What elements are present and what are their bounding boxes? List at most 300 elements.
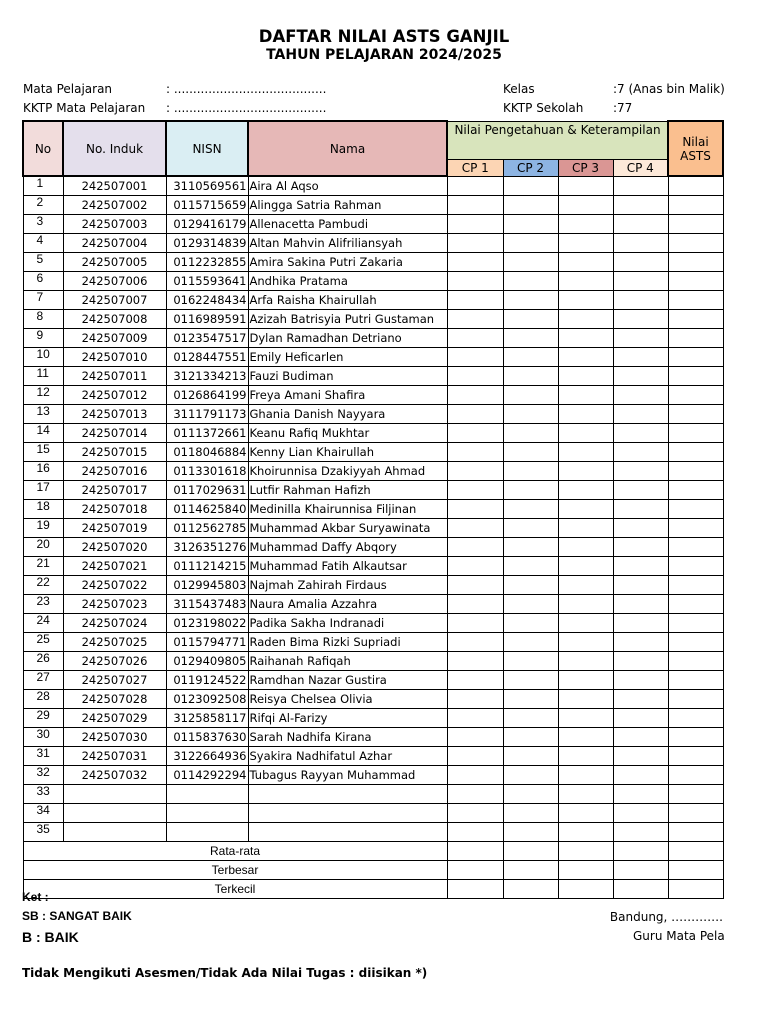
row-nama: Muhammad Daffy Abqory — [248, 538, 447, 557]
row-no: 22 — [23, 576, 63, 595]
row-cp2[interactable] — [503, 519, 558, 538]
row-no-induk: 242507032 — [63, 766, 166, 785]
row-cp4[interactable] — [613, 176, 668, 196]
row-asts[interactable] — [668, 690, 723, 709]
kktp-mapel-value: : ........................................ — [166, 101, 327, 115]
row-cp4[interactable] — [613, 595, 668, 614]
row-cp3[interactable] — [558, 804, 613, 823]
table-row — [23, 272, 723, 291]
row-asts[interactable] — [668, 329, 723, 348]
row-cp4[interactable] — [613, 348, 668, 367]
row-cp1[interactable] — [447, 424, 503, 443]
row-no: 33 — [23, 785, 63, 804]
row-cp4[interactable] — [613, 367, 668, 386]
row-cp1[interactable] — [447, 557, 503, 576]
row-asts[interactable] — [668, 766, 723, 785]
summary-cp4[interactable] — [613, 861, 668, 880]
row-no: 9 — [23, 329, 63, 348]
row-cp3[interactable] — [558, 500, 613, 519]
row-cp2[interactable] — [503, 329, 558, 348]
row-cp3[interactable] — [558, 443, 613, 462]
row-cp4[interactable] — [613, 424, 668, 443]
row-no: 34 — [23, 804, 63, 823]
row-cp2[interactable] — [503, 176, 558, 196]
row-cp4[interactable] — [613, 690, 668, 709]
header-no: No — [23, 121, 63, 176]
row-cp2[interactable] — [503, 671, 558, 690]
table-row — [23, 576, 723, 595]
row-no-induk — [63, 823, 166, 842]
row-cp4[interactable] — [613, 481, 668, 500]
header-cp2: CP 2 — [503, 159, 558, 176]
row-no: 18 — [23, 500, 63, 519]
row-cp2[interactable] — [503, 823, 558, 842]
row-no-induk: 242507019 — [63, 519, 166, 538]
row-asts[interactable] — [668, 405, 723, 424]
row-cp1[interactable] — [447, 234, 503, 253]
row-cp1[interactable] — [447, 747, 503, 766]
row-nama: Dylan Ramadhan Detriano — [248, 329, 447, 348]
row-cp3[interactable] — [558, 671, 613, 690]
row-cp1[interactable] — [447, 633, 503, 652]
row-cp2[interactable] — [503, 690, 558, 709]
row-cp1[interactable] — [447, 443, 503, 462]
row-nisn: 0112562785 — [166, 519, 248, 538]
row-no: 16 — [23, 462, 63, 481]
row-cp4[interactable] — [613, 709, 668, 728]
row-cp4[interactable] — [613, 804, 668, 823]
row-cp4[interactable] — [613, 196, 668, 215]
row-no: 17 — [23, 481, 63, 500]
summary-asts[interactable] — [668, 880, 723, 899]
row-nisn: 0114625840 — [166, 500, 248, 519]
summary-cp3[interactable] — [558, 842, 613, 861]
summary-cp1[interactable] — [447, 861, 503, 880]
row-nama: Reisya Chelsea Olivia — [248, 690, 447, 709]
header-nama: Nama — [248, 121, 447, 176]
row-cp4[interactable] — [613, 728, 668, 747]
summary-asts[interactable] — [668, 861, 723, 880]
table-row — [23, 633, 723, 652]
row-cp4[interactable] — [613, 329, 668, 348]
row-cp1[interactable] — [447, 481, 503, 500]
row-cp3[interactable] — [558, 728, 613, 747]
row-asts[interactable] — [668, 633, 723, 652]
row-cp3[interactable] — [558, 424, 613, 443]
row-nama: Amira Sakina Putri Zakaria — [248, 253, 447, 272]
row-asts[interactable] — [668, 500, 723, 519]
row-no: 11 — [23, 367, 63, 386]
row-cp4[interactable] — [613, 215, 668, 234]
row-cp1[interactable] — [447, 671, 503, 690]
row-no: 20 — [23, 538, 63, 557]
row-asts[interactable] — [668, 424, 723, 443]
row-cp2[interactable] — [503, 614, 558, 633]
kktp-sekolah-value: :77 — [613, 101, 633, 115]
row-cp1[interactable] — [447, 519, 503, 538]
row-nama: Emily Heficarlen — [248, 348, 447, 367]
row-cp3[interactable] — [558, 367, 613, 386]
row-cp4[interactable] — [613, 462, 668, 481]
row-asts[interactable] — [668, 234, 723, 253]
row-cp1[interactable] — [447, 614, 503, 633]
row-nama: Raden Bima Rizki Supriadi — [248, 633, 447, 652]
table-row — [23, 424, 723, 443]
row-cp4[interactable] — [613, 576, 668, 595]
table-row — [23, 348, 723, 367]
row-cp3[interactable] — [558, 557, 613, 576]
summary-cp2[interactable] — [503, 842, 558, 861]
row-cp3[interactable] — [558, 462, 613, 481]
row-cp1[interactable] — [447, 348, 503, 367]
row-cp1[interactable] — [447, 595, 503, 614]
row-cp4[interactable] — [613, 614, 668, 633]
row-asts[interactable] — [668, 728, 723, 747]
row-no-induk — [63, 785, 166, 804]
row-cp1[interactable] — [447, 785, 503, 804]
row-cp2[interactable] — [503, 728, 558, 747]
row-cp4[interactable] — [613, 443, 668, 462]
row-cp2[interactable] — [503, 462, 558, 481]
row-nama — [248, 804, 447, 823]
row-cp4[interactable] — [613, 766, 668, 785]
row-nisn: 3110569561 — [166, 176, 248, 196]
row-cp1[interactable] — [447, 538, 503, 557]
footnote: Tidak Mengikuti Asesmen/Tidak Ada Nilai Tugas : diisikan *) — [22, 966, 428, 980]
row-cp3[interactable] — [558, 652, 613, 671]
row-cp2[interactable] — [503, 310, 558, 329]
row-cp4[interactable] — [613, 310, 668, 329]
row-nisn: 0117029631 — [166, 481, 248, 500]
header-nilai-group: Nilai Pengetahuan & Keterampilan — [447, 121, 668, 159]
row-asts[interactable] — [668, 176, 723, 196]
row-cp3[interactable] — [558, 253, 613, 272]
table-row — [23, 176, 723, 196]
row-nama: Syakira Nadhifatul Azhar — [248, 747, 447, 766]
row-cp2[interactable] — [503, 804, 558, 823]
row-cp1[interactable] — [447, 823, 503, 842]
row-asts[interactable] — [668, 785, 723, 804]
table-row — [23, 500, 723, 519]
summary-cp2[interactable] — [503, 880, 558, 899]
row-cp4[interactable] — [613, 652, 668, 671]
row-cp1[interactable] — [447, 690, 503, 709]
row-nisn: 0162248434 — [166, 291, 248, 310]
row-cp2[interactable] — [503, 405, 558, 424]
row-cp4[interactable] — [613, 386, 668, 405]
row-cp4[interactable] — [613, 272, 668, 291]
row-cp4[interactable] — [613, 500, 668, 519]
row-cp4[interactable] — [613, 785, 668, 804]
row-cp2[interactable] — [503, 500, 558, 519]
row-cp3[interactable] — [558, 310, 613, 329]
header-nisn: NISN — [166, 121, 248, 176]
legend-b: B : BAIK — [22, 929, 79, 945]
row-cp2[interactable] — [503, 633, 558, 652]
row-cp3[interactable] — [558, 766, 613, 785]
row-asts[interactable] — [668, 538, 723, 557]
row-asts[interactable] — [668, 576, 723, 595]
row-cp4[interactable] — [613, 671, 668, 690]
row-cp1[interactable] — [447, 367, 503, 386]
row-cp4[interactable] — [613, 747, 668, 766]
row-asts[interactable] — [668, 310, 723, 329]
row-cp2[interactable] — [503, 196, 558, 215]
summary-cp1[interactable] — [447, 842, 503, 861]
row-cp2[interactable] — [503, 215, 558, 234]
row-no: 32 — [23, 766, 63, 785]
summary-row — [23, 880, 723, 899]
row-cp1[interactable] — [447, 176, 503, 196]
row-cp1[interactable] — [447, 253, 503, 272]
row-cp1[interactable] — [447, 462, 503, 481]
row-nisn: 0123547517 — [166, 329, 248, 348]
row-nisn: 0115593641 — [166, 272, 248, 291]
row-cp4[interactable] — [613, 234, 668, 253]
row-cp3[interactable] — [558, 595, 613, 614]
row-no: 26 — [23, 652, 63, 671]
row-asts[interactable] — [668, 196, 723, 215]
signer-title: Guru Mata Pela — [633, 929, 725, 943]
row-cp3[interactable] — [558, 747, 613, 766]
row-cp1[interactable] — [447, 766, 503, 785]
row-asts[interactable] — [668, 462, 723, 481]
row-cp3[interactable] — [558, 234, 613, 253]
row-cp1[interactable] — [447, 804, 503, 823]
row-cp4[interactable] — [613, 253, 668, 272]
header-cp1: CP 1 — [447, 159, 503, 176]
row-cp3[interactable] — [558, 176, 613, 196]
row-nama: Khoirunnisa Dzakiyyah Ahmad — [248, 462, 447, 481]
row-no-induk: 242507008 — [63, 310, 166, 329]
row-cp2[interactable] — [503, 234, 558, 253]
row-asts[interactable] — [668, 823, 723, 842]
table-row — [23, 443, 723, 462]
row-cp4[interactable] — [613, 519, 668, 538]
row-asts[interactable] — [668, 291, 723, 310]
row-nisn: 0129409805 — [166, 652, 248, 671]
row-nama: Rifqi Al-Farizy — [248, 709, 447, 728]
row-asts[interactable] — [668, 215, 723, 234]
row-nama: Keanu Rafiq Mukhtar — [248, 424, 447, 443]
row-cp2[interactable] — [503, 348, 558, 367]
row-cp1[interactable] — [447, 728, 503, 747]
row-asts[interactable] — [668, 747, 723, 766]
table-row — [23, 709, 723, 728]
row-cp1[interactable] — [447, 405, 503, 424]
row-cp3[interactable] — [558, 291, 613, 310]
row-no: 27 — [23, 671, 63, 690]
row-no: 6 — [23, 272, 63, 291]
summary-cp2[interactable] — [503, 861, 558, 880]
row-nama: Muhammad Akbar Suryawinata — [248, 519, 447, 538]
row-no: 31 — [23, 747, 63, 766]
row-cp2[interactable] — [503, 424, 558, 443]
row-cp2[interactable] — [503, 367, 558, 386]
row-cp3[interactable] — [558, 709, 613, 728]
summary-cp3[interactable] — [558, 880, 613, 899]
row-nisn: 0119124522 — [166, 671, 248, 690]
row-cp2[interactable] — [503, 709, 558, 728]
row-nama: Azizah Batrisyia Putri Gustaman — [248, 310, 447, 329]
row-nama: Najmah Zahirah Firdaus — [248, 576, 447, 595]
row-nisn: 0114292294 — [166, 766, 248, 785]
row-asts[interactable] — [668, 671, 723, 690]
row-cp1[interactable] — [447, 291, 503, 310]
summary-cp4[interactable] — [613, 842, 668, 861]
row-nama: Raihanah Rafiqah — [248, 652, 447, 671]
row-no-induk: 242507003 — [63, 215, 166, 234]
row-asts[interactable] — [668, 557, 723, 576]
mapel-label: Mata Pelajaran — [23, 82, 113, 96]
row-cp3[interactable] — [558, 519, 613, 538]
row-no-induk: 242507013 — [63, 405, 166, 424]
row-no-induk — [63, 804, 166, 823]
row-cp2[interactable] — [503, 595, 558, 614]
row-no: 28 — [23, 690, 63, 709]
row-cp3[interactable] — [558, 690, 613, 709]
row-cp1[interactable] — [447, 709, 503, 728]
table-row — [23, 386, 723, 405]
row-nama: Alingga Satria Rahman — [248, 196, 447, 215]
row-cp1[interactable] — [447, 215, 503, 234]
row-cp2[interactable] — [503, 538, 558, 557]
row-cp4[interactable] — [613, 557, 668, 576]
table-row — [23, 215, 723, 234]
row-cp3[interactable] — [558, 481, 613, 500]
ket-label: Ket : — [22, 890, 49, 904]
row-cp3[interactable] — [558, 386, 613, 405]
row-cp2[interactable] — [503, 557, 558, 576]
row-no: 23 — [23, 595, 63, 614]
row-asts[interactable] — [668, 481, 723, 500]
row-cp3[interactable] — [558, 785, 613, 804]
row-no-induk: 242507010 — [63, 348, 166, 367]
table-row — [23, 671, 723, 690]
row-cp1[interactable] — [447, 386, 503, 405]
row-asts[interactable] — [668, 443, 723, 462]
row-cp3[interactable] — [558, 215, 613, 234]
row-nisn: 0123092508 — [166, 690, 248, 709]
row-no-induk: 242507025 — [63, 633, 166, 652]
row-no-induk: 242507031 — [63, 747, 166, 766]
row-cp3[interactable] — [558, 633, 613, 652]
row-cp2[interactable] — [503, 272, 558, 291]
row-cp1[interactable] — [447, 652, 503, 671]
row-asts[interactable] — [668, 595, 723, 614]
row-cp2[interactable] — [503, 481, 558, 500]
row-asts[interactable] — [668, 652, 723, 671]
row-no-induk: 242507028 — [63, 690, 166, 709]
row-cp2[interactable] — [503, 747, 558, 766]
row-cp4[interactable] — [613, 538, 668, 557]
row-no: 29 — [23, 709, 63, 728]
row-cp3[interactable] — [558, 272, 613, 291]
row-cp1[interactable] — [447, 310, 503, 329]
row-asts[interactable] — [668, 519, 723, 538]
row-asts[interactable] — [668, 348, 723, 367]
table-row — [23, 557, 723, 576]
row-asts[interactable] — [668, 367, 723, 386]
grades-table — [22, 120, 724, 899]
table-row — [23, 234, 723, 253]
row-nisn: 3115437483 — [166, 595, 248, 614]
row-cp1[interactable] — [447, 329, 503, 348]
row-cp2[interactable] — [503, 253, 558, 272]
row-cp2[interactable] — [503, 576, 558, 595]
row-nisn: 0111372661 — [166, 424, 248, 443]
row-cp3[interactable] — [558, 614, 613, 633]
row-cp3[interactable] — [558, 348, 613, 367]
row-asts[interactable] — [668, 614, 723, 633]
summary-cp4[interactable] — [613, 880, 668, 899]
row-asts[interactable] — [668, 386, 723, 405]
row-no-induk: 242507002 — [63, 196, 166, 215]
header-no-induk: No. Induk — [63, 121, 166, 176]
mapel-value: : ........................................ — [166, 82, 327, 96]
row-nama: Medinilla Khairunnisa Filjinan — [248, 500, 447, 519]
row-no: 30 — [23, 728, 63, 747]
row-asts[interactable] — [668, 709, 723, 728]
row-nama: Ramdhan Nazar Gustira — [248, 671, 447, 690]
row-nisn: 0116989591 — [166, 310, 248, 329]
row-no-induk: 242507005 — [63, 253, 166, 272]
row-nama: Freya Amani Shafira — [248, 386, 447, 405]
row-cp3[interactable] — [558, 329, 613, 348]
row-cp2[interactable] — [503, 766, 558, 785]
table-row — [23, 462, 723, 481]
row-cp2[interactable] — [503, 386, 558, 405]
row-asts[interactable] — [668, 272, 723, 291]
summary-cp1[interactable] — [447, 880, 503, 899]
row-cp3[interactable] — [558, 823, 613, 842]
row-nisn: 0115837630 — [166, 728, 248, 747]
row-cp1[interactable] — [447, 500, 503, 519]
row-cp1[interactable] — [447, 576, 503, 595]
row-no-induk: 242507023 — [63, 595, 166, 614]
row-cp2[interactable] — [503, 443, 558, 462]
row-cp2[interactable] — [503, 785, 558, 804]
summary-asts[interactable] — [668, 842, 723, 861]
row-nama: Altan Mahvin Alifriliansyah — [248, 234, 447, 253]
row-cp3[interactable] — [558, 576, 613, 595]
row-cp3[interactable] — [558, 405, 613, 424]
row-asts[interactable] — [668, 253, 723, 272]
row-cp1[interactable] — [447, 272, 503, 291]
row-cp2[interactable] — [503, 291, 558, 310]
row-cp4[interactable] — [613, 405, 668, 424]
row-cp3[interactable] — [558, 538, 613, 557]
row-nisn: 0126864199 — [166, 386, 248, 405]
row-nama: Andhika Pratama — [248, 272, 447, 291]
row-no: 21 — [23, 557, 63, 576]
row-nisn: 0111214215 — [166, 557, 248, 576]
row-nama: Sarah Nadhifa Kirana — [248, 728, 447, 747]
row-cp4[interactable] — [613, 633, 668, 652]
summary-cp3[interactable] — [558, 861, 613, 880]
row-asts[interactable] — [668, 804, 723, 823]
row-cp3[interactable] — [558, 196, 613, 215]
row-cp2[interactable] — [503, 652, 558, 671]
row-cp4[interactable] — [613, 291, 668, 310]
row-nisn: 0118046884 — [166, 443, 248, 462]
row-nama: Aira Al Aqso — [248, 176, 447, 196]
legend-sb: SB : SANGAT BAIK — [22, 909, 132, 923]
row-cp1[interactable] — [447, 196, 503, 215]
row-cp4[interactable] — [613, 823, 668, 842]
row-nama: Allenacetta Pambudi — [248, 215, 447, 234]
row-no: 24 — [23, 614, 63, 633]
